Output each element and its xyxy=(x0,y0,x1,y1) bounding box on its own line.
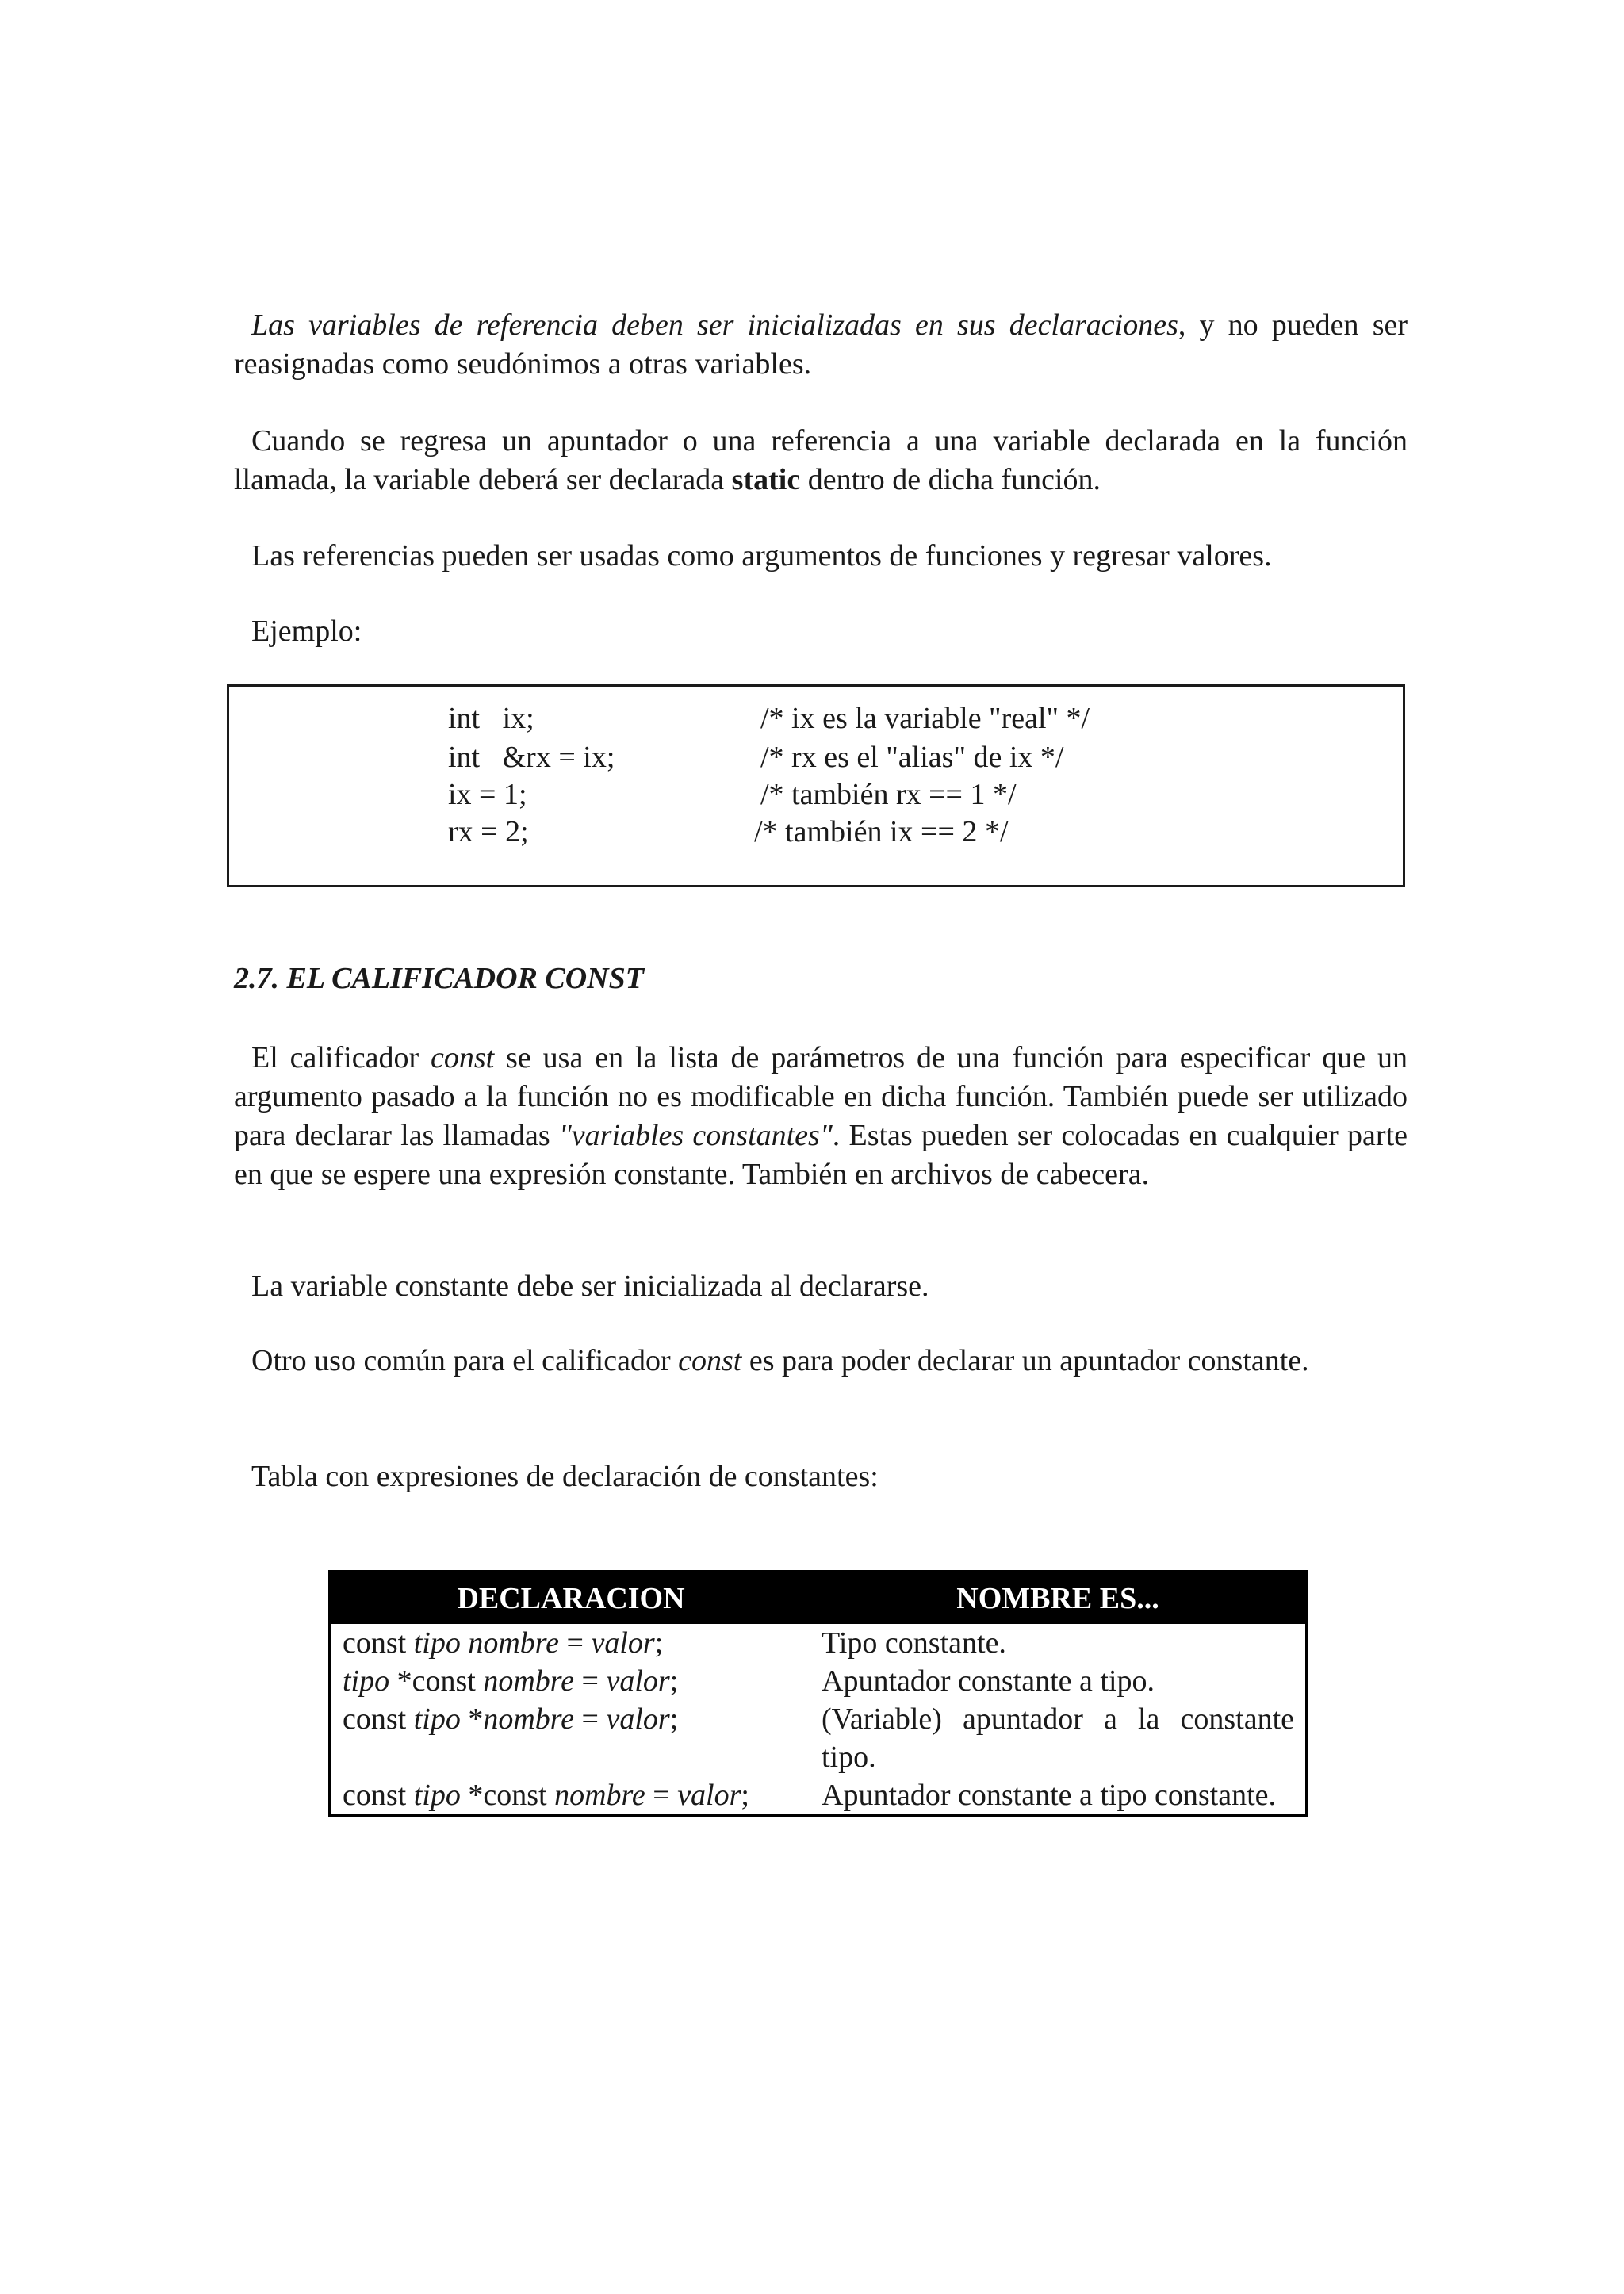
declaration-part: const xyxy=(343,1626,414,1660)
code-comment-1: /* ix es la variable "real" */ xyxy=(760,702,1090,735)
name-cell: Apuntador constante a tipo constante. xyxy=(822,1779,1277,1812)
code-line-2: int &rx = ix; xyxy=(448,741,615,774)
paragraph-text-span: Otro uso común para el calificador xyxy=(251,1344,679,1377)
paragraph-text-span: Cuando se regresa un apuntador o una referencia a una variable declarada en la función llamada, la variable deberá ser declarada xyxy=(234,424,1408,496)
declaration-part: ; xyxy=(669,1702,679,1736)
const-declaration-table xyxy=(328,1570,1308,1817)
paragraph-reference-usage: Las referencias pueden ser usadas como argumentos de funciones y regresar valores. xyxy=(251,539,1272,573)
declaration-italic-part: valor xyxy=(606,1702,670,1736)
declaration-part: ; xyxy=(669,1664,679,1698)
paragraph-const-init: La variable constante debe ser inicializada al declararse. xyxy=(251,1270,929,1303)
declaration-part: * xyxy=(460,1702,484,1736)
keyword-const: const xyxy=(678,1344,742,1377)
name-cell: (Variable) apuntador a la constante tipo. xyxy=(822,1702,1294,1774)
paragraph-text-span: dentro de dicha función. xyxy=(800,463,1101,496)
code-example-box xyxy=(227,684,1405,887)
paragraph-text-span: El calificador xyxy=(251,1041,431,1074)
quoted-term: "variables constantes" xyxy=(558,1119,833,1152)
declaration-italic-part: tipo xyxy=(413,1702,461,1736)
section-heading: 2.7. EL CALIFICADOR CONST xyxy=(234,962,644,995)
column-header-nombre: NOMBRE ES... xyxy=(810,1572,1307,1624)
declaration-italic-part: tipo nombre xyxy=(413,1626,560,1660)
paragraph-text-span: se usa en la lista de parámetros de una función para especificar que un argumento pasado a la función no es modificable en dicha función. También puede ser utilizado para declarar las llamadas xyxy=(234,1041,1408,1152)
paragraph-italic-span: Las variables de referencia deben ser inicializadas en sus declaraciones xyxy=(251,308,1178,342)
code-comment-4: /* también ix == 2 */ xyxy=(754,815,1009,848)
table-row xyxy=(330,1700,1307,1776)
declaration-italic-part: nombre xyxy=(483,1664,575,1698)
declaration-italic-part: tipo xyxy=(413,1779,461,1812)
paragraph-static-return xyxy=(234,422,1408,500)
declaration-part: = xyxy=(574,1664,607,1698)
paragraph-text-span: es para poder declarar un apuntador constante. xyxy=(741,1344,1309,1377)
name-cell: Tipo constante. xyxy=(822,1626,1006,1660)
code-line-3: ix = 1; xyxy=(448,778,527,811)
declaration-part: *const xyxy=(389,1664,484,1698)
paragraph-const-description xyxy=(234,1039,1408,1194)
keyword-const: const xyxy=(431,1041,495,1074)
declaration-part: = xyxy=(645,1779,678,1812)
declaration-part: = xyxy=(559,1626,592,1660)
code-comment-2: /* rx es el "alias" de ix */ xyxy=(760,741,1064,774)
paragraph-text-span: , y no pueden ser reasignadas como seudónimos a otras variables. xyxy=(234,308,1408,381)
declaration-cell xyxy=(330,1624,810,1662)
code-line-1: int ix; xyxy=(448,702,534,735)
declaration-part: = xyxy=(574,1702,607,1736)
declaration-italic-part: nombre xyxy=(483,1702,575,1736)
code-line-4: rx = 2; xyxy=(448,815,529,848)
declaration-part: *const xyxy=(460,1779,555,1812)
paragraph-reference-init xyxy=(234,306,1408,384)
declaration-italic-part: nombre xyxy=(554,1779,645,1812)
declaration-part: const xyxy=(343,1702,414,1736)
code-comment-3: /* también rx == 1 */ xyxy=(760,778,1017,811)
paragraph-const-pointer xyxy=(234,1342,1408,1381)
declaration-italic-part: valor xyxy=(677,1779,741,1812)
declaration-italic-part: tipo xyxy=(343,1664,390,1698)
declaration-part: const xyxy=(343,1779,414,1812)
table-row xyxy=(330,1662,1307,1700)
declaration-part: ; xyxy=(654,1626,664,1660)
declaration-italic-part: valor xyxy=(591,1626,655,1660)
declaration-cell xyxy=(330,1776,810,1816)
declaration-cell xyxy=(330,1700,810,1776)
keyword-static: static xyxy=(731,463,801,496)
table-row xyxy=(330,1624,1307,1662)
paragraph-text-span: . Estas pueden ser colocadas en cualquier parte en que se espere una expresión constante. También en archivos de cabecera. xyxy=(234,1119,1408,1191)
paragraph-table-intro: Tabla con expresiones de declaración de constantes: xyxy=(251,1460,879,1493)
declaration-part: ; xyxy=(741,1779,749,1812)
table-header-row xyxy=(330,1572,1307,1624)
table-row xyxy=(330,1776,1307,1816)
paragraph-example-label: Ejemplo: xyxy=(251,615,362,648)
column-header-declaracion: DECLARACION xyxy=(330,1572,810,1624)
name-cell: Apuntador constante a tipo. xyxy=(822,1664,1155,1698)
declaration-cell xyxy=(330,1662,810,1700)
declaration-italic-part: valor xyxy=(606,1664,670,1698)
